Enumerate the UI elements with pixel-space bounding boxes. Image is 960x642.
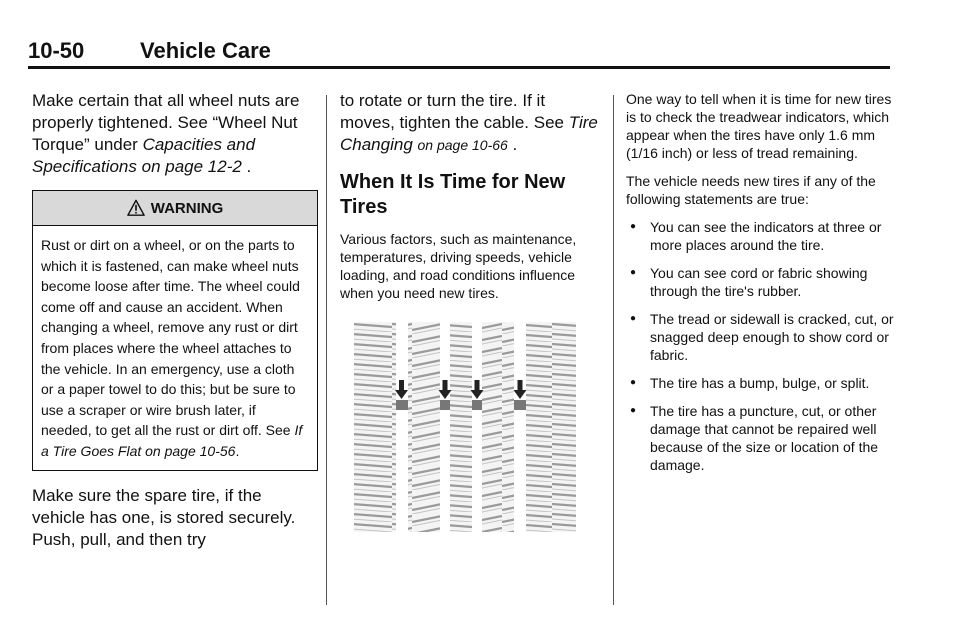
tread-block xyxy=(408,322,440,532)
cross-reference-page[interactable]: on page 10-66 xyxy=(417,137,508,153)
warning-text: Rust or dirt on a wheel, or on the parts to which it is fastened, can make wheel nuts become loose after time. The wheel could come off and cause an accident. When changing a wheel, remove any rust or dirt from places where the wheel attaches to the vehicle. In an emergency, use a cloth or a paper towel to do this; but be sure to use a scraper or wire brush later, if needed, to get all the rust or dirt off. See xyxy=(41,237,300,439)
tire-tread-image xyxy=(352,322,584,532)
cross-reference-link[interactable]: Tire Changing xyxy=(340,113,598,154)
paragraph-text: Make certain that all wheel nuts are properly tightened. See “Wheel Nut Torque” under xyxy=(32,91,300,154)
paragraph xyxy=(340,90,602,156)
page-number: 10-50 xyxy=(28,38,85,63)
warning-body xyxy=(33,226,317,470)
list-item-text: You can see cord or fabric showing through the tire's rubber. xyxy=(650,265,868,299)
wear-bar xyxy=(440,400,450,410)
bullet-dot-icon: ● xyxy=(630,405,637,416)
bullet-list xyxy=(626,218,896,474)
paragraph-text: to rotate or turn the tire. If it moves, tighten the cable. See xyxy=(340,91,569,132)
column-3 xyxy=(626,90,896,484)
cross-reference-link[interactable]: Capacities and Specifications on page 12-2 xyxy=(32,135,256,176)
column-divider xyxy=(326,95,327,605)
paragraph: Various factors, such as maintenance, temperatures, driving speeds, vehicle loading, and road conditions influence when you need new tires. xyxy=(340,231,577,301)
list-item xyxy=(626,402,896,474)
section-title: Vehicle Care xyxy=(140,38,271,63)
paragraph: One way to tell when it is time for new tires is to check the treadwear indicators, which appear when the tires have only 1.6 mm (1/16 inch) or less of tread remaining. xyxy=(626,91,892,161)
cross-reference-link[interactable]: If a Tire Goes Flat on page 10-56 xyxy=(41,422,303,459)
paragraph: The vehicle needs new tires if any of the following statements are true: xyxy=(626,173,876,207)
list-item-text: The tire has a bump, bulge, or split. xyxy=(650,375,870,391)
column-1 xyxy=(32,90,318,563)
section-heading: When It Is Time for New Tires xyxy=(340,171,566,218)
list-item xyxy=(626,374,896,392)
column-2 xyxy=(340,90,602,537)
bullet-dot-icon: ● xyxy=(630,267,637,278)
list-item xyxy=(626,310,896,364)
column-divider xyxy=(613,95,614,605)
warning-box xyxy=(32,190,318,471)
tread-block xyxy=(450,322,472,532)
treadwear-indicator-illustration xyxy=(352,322,602,537)
paragraph-end: . xyxy=(241,157,252,176)
warning-title: WARNING xyxy=(150,199,224,217)
paragraph xyxy=(32,90,318,178)
paragraph: Make sure the spare tire, if the vehicle has one, is stored securely. Push, pull, and then try xyxy=(32,485,296,549)
bullet-dot-icon: ● xyxy=(630,221,637,232)
wear-bar xyxy=(514,400,526,410)
list-item-text: The tire has a puncture, cut, or other damage that cannot be repaired well because of the size or location of the damage. xyxy=(650,403,879,473)
list-item xyxy=(626,218,896,254)
bullet-dot-icon: ● xyxy=(630,377,637,388)
warning-end: . xyxy=(235,442,240,459)
paragraph-end: . xyxy=(507,135,518,154)
wear-bar xyxy=(472,400,482,410)
warning-header xyxy=(33,191,317,226)
list-item-text: You can see the indicators at three or more places around the tire. xyxy=(650,219,882,253)
list-item xyxy=(626,264,896,300)
list-item-text: The tread or sidewall is cracked, cut, or snagged deep enough to show cord or fabric. xyxy=(650,311,894,363)
bullet-dot-icon: ● xyxy=(630,313,637,324)
tread-block xyxy=(482,322,514,532)
page-header xyxy=(28,36,890,69)
wear-bar xyxy=(396,400,408,410)
warning-triangle-icon xyxy=(127,199,145,217)
tread-block xyxy=(354,322,396,532)
tread-block xyxy=(526,322,576,532)
